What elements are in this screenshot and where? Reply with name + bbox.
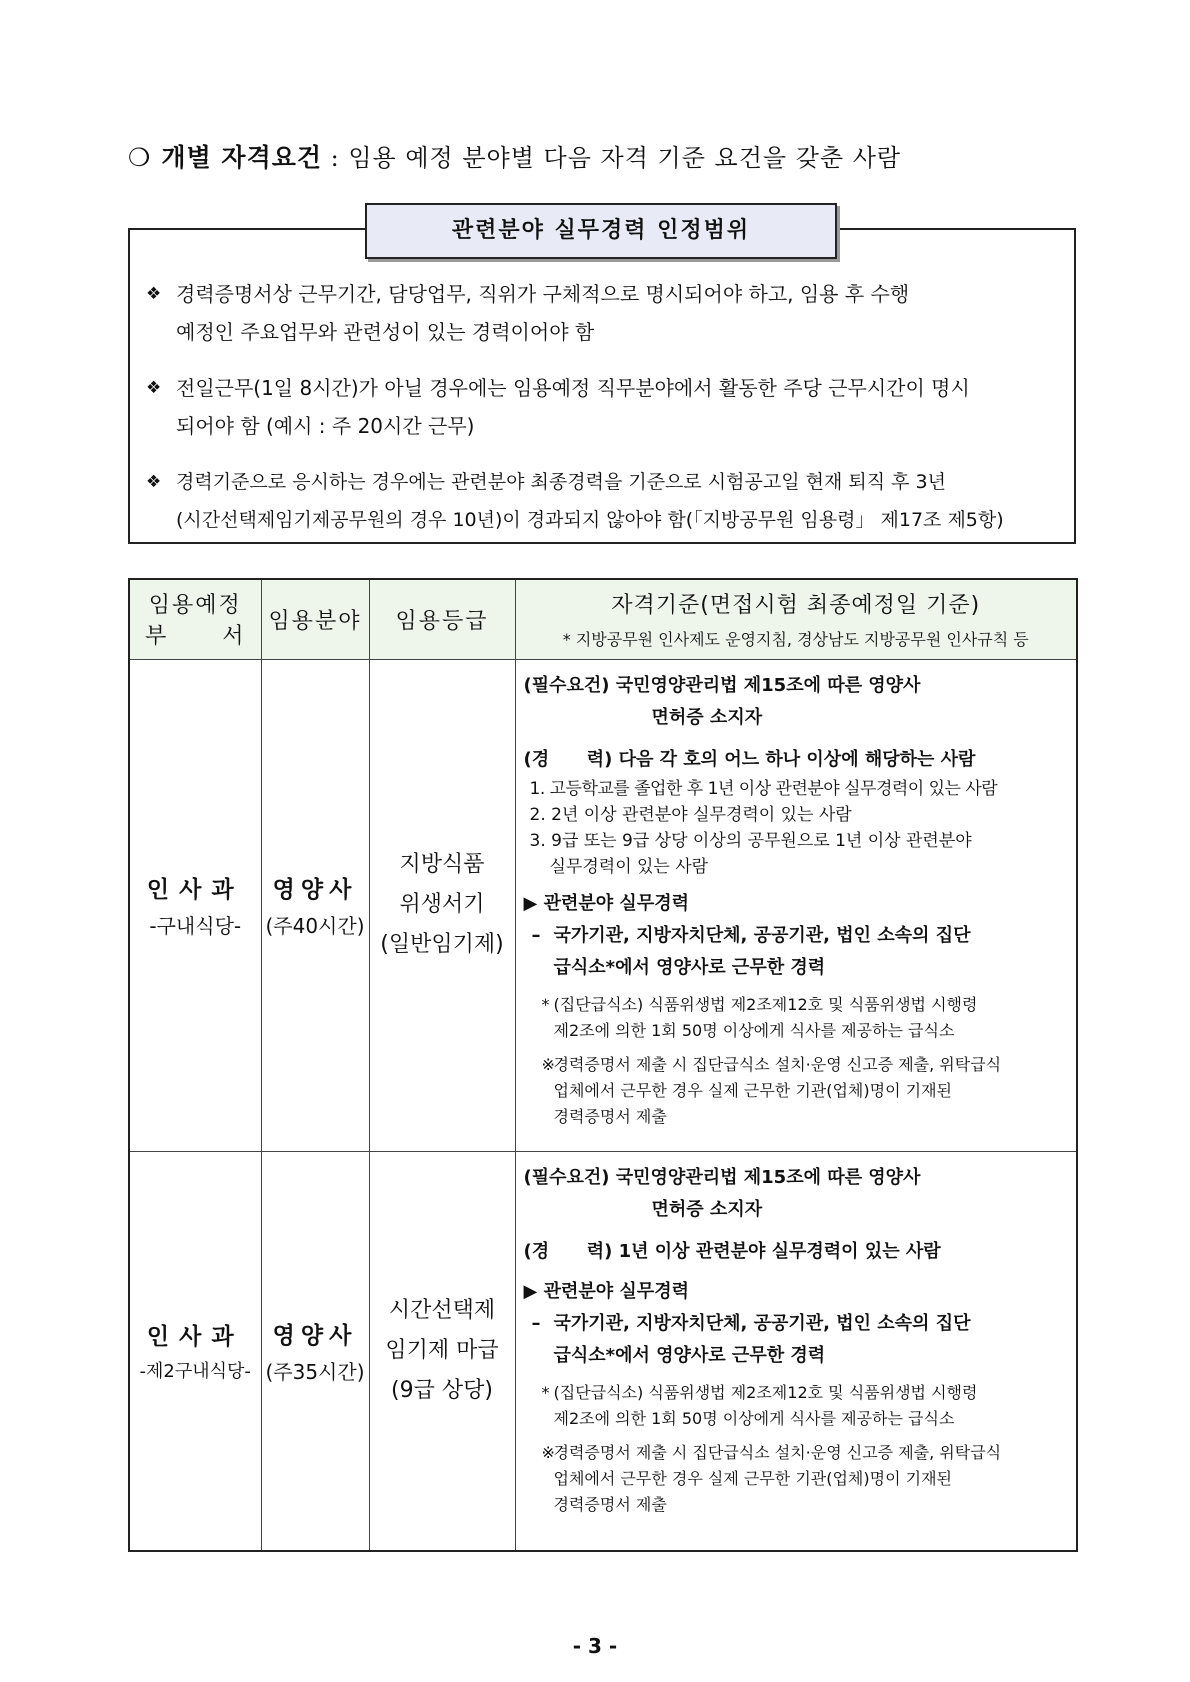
footnote-line: 업체에서 근무한 경우 실제 근무한 기관(업체)명이 기재된 [553,1080,952,1100]
experience-scope-title: 관련분야 실무경력 인정범위 [365,203,837,259]
page-number: - 3 - [572,1634,618,1658]
related-experience-desc: – 국가기관, 지방자치단체, 공공기관, 법인 소속의 집단 급식소*에서 영양사로 근무한 경력 [524,920,1071,984]
field-sub: (주40시간) [265,914,365,938]
scope-item-line: 전일근무(1일 8시간)가 아닐 경우에는 임용예정 직무분야에서 활동한 주당 근무시간이 명시 [176,376,970,400]
criteria-cell [515,659,1077,1151]
dept-name: 인사과 [146,877,244,903]
experience-items [530,776,1071,880]
grade-line: (9급 상당) [391,1377,493,1403]
diamond-bullet-icon: ❖ [146,284,162,304]
experience-item: 2. 2년 이상 관련분야 실무경력이 있는 사람 [529,804,852,825]
diamond-bullet-icon: ❖ [146,472,162,492]
dept-sub: -제2구내식당- [139,1361,251,1383]
grade-line: 시간선택제 [388,1297,496,1323]
reference-mark: ※ [541,1054,555,1074]
footnote-line: (집단급식소) 식품위생법 제2조제12호 및 식품위생법 시행령 [553,1382,978,1402]
qualification-table [128,578,1078,1552]
footnote-line: (집단급식소) 식품위생법 제2조제12호 및 식품위생법 시행령 [553,994,978,1014]
field-cell [261,1151,369,1551]
grade-cell [369,659,515,1151]
scope-item-line: 경력증명서상 근무기간, 담당업무, 직위가 구체적으로 명시되어야 하고, 임용 후 수행 [176,282,910,306]
required-line2: 면허증 소지자 [651,706,763,728]
required-condition [524,1162,1071,1226]
footnote-line: 제2조에 의한 1회 50명 이상에게 식사를 제공하는 급식소 [553,1020,955,1040]
scope-item [146,369,1061,445]
dept-cell [129,1151,261,1551]
experience-condition: (경 력) 다음 각 호의 어느 하나 이상에 해당하는 사람 [523,748,976,770]
table-header-row [129,579,1077,659]
scope-item-line: 예정인 주요업무와 관련성이 있는 경력이어야 함 [176,320,595,344]
grade-cell [369,1151,515,1551]
required-line2: 면허증 소지자 [651,1198,763,1220]
asterisk-mark: * [541,1382,550,1402]
field-name: 영양사 [272,1322,358,1349]
required-condition [524,670,1071,734]
experience-condition: (경 력) 1년 이상 관련분야 실무경력이 있는 사람 [523,1240,941,1262]
header-criteria-title: 자격기준(면접시험 최종예정일 기준) [611,593,981,619]
grade-line: 지방식품 [399,852,485,877]
header-field: 임용분야 [261,579,369,659]
required-line1: (필수요건) 국민영양관리법 제15조에 따른 영양사 [523,674,921,696]
heading-description: : 임용 예정 분야별 다음 자격 기준 요건을 갖춘 사람 [322,144,902,172]
footnote-line: 경력증명서 제출 [553,1106,667,1126]
dept-name: 인사과 [146,1324,244,1351]
table-row [129,659,1077,1151]
header-dept [129,579,261,659]
experience-scope-list [146,275,1061,557]
scope-item-line: (시간선택제임기제공무원의 경우 10년)이 경과되지 않아야 함(「지방공무원 임용령」 제17조 제5항) [176,509,1004,531]
footnote-line: 경력증명서 제출 시 집단급식소 설치·운영 신고증 제출, 위탁급식 [553,1054,1002,1074]
reference-mark: ※ [541,1442,555,1462]
footnote-line: 제2조에 의한 1회 50명 이상에게 식사를 제공하는 급식소 [553,1408,955,1428]
field-cell [261,659,369,1151]
header-grade: 임용등급 [369,579,515,659]
related-experience-desc: – 국가기관, 지방자치단체, 공공기관, 법인 소속의 집단 급식소*에서 영양사로 근무한 경력 [524,1308,1071,1372]
required-line1: (필수요건) 국민영양관리법 제15조에 따른 영양사 [523,1166,921,1188]
footnote-submission [524,1052,1071,1130]
heading-title: 개별 자격요건 [161,143,323,172]
grade-line: 위생서기 [399,892,485,917]
footnote-definition [524,1380,1071,1432]
related-experience-heading: ▶ 관련분야 실무경력 [523,1280,689,1302]
related-experience-heading: ▶ 관련분야 실무경력 [523,892,689,914]
section-heading [128,138,1078,174]
header-criteria [515,579,1077,659]
header-criteria-note: * 지방공무원 인사제도 운영지침, 경상남도 지방공무원 인사규칙 등 [562,630,1029,650]
related-experience-line1: 국가기관, 지방자치단체, 공공기관, 법인 소속의 집단 [553,924,971,946]
scope-item [146,275,1061,351]
footnote-definition [524,992,1071,1044]
header-dept-line1: 임용예정 [148,593,242,619]
field-name: 영양사 [272,877,358,903]
header-dept-line2: 부 서 [145,624,246,650]
dept-cell [129,659,261,1151]
circle-bullet-icon: ❍ [128,143,152,172]
grade-line: (일반임기제) [380,932,504,957]
scope-item-line: 경력기준으로 응시하는 경우에는 관련분야 최종경력을 기준으로 시험공고일 현재 퇴직 후 3년 [176,471,946,493]
related-experience-line1: 국가기관, 지방자치단체, 공공기관, 법인 소속의 집단 [553,1312,971,1334]
asterisk-mark: * [541,994,550,1014]
criteria-cell [515,1151,1077,1551]
related-experience-line2: 급식소*에서 영양사로 근무한 경력 [553,956,826,978]
footnote-line: 경력증명서 제출 시 집단급식소 설치·운영 신고증 제출, 위탁급식 [553,1442,1002,1462]
experience-item-cont: 실무경력이 있는 사람 [549,856,709,877]
field-sub: (주35시간) [265,1359,365,1384]
scope-item-line: 되어야 함 (예시 : 주 20시간 근무) [176,414,475,438]
footnote-line: 업체에서 근무한 경우 실제 근무한 기관(업체)명이 기재된 [553,1468,952,1488]
experience-item: 1. 고등학교를 졸업한 후 1년 이상 관련분야 실무경력이 있는 사람 [529,778,998,799]
footnote-submission [524,1440,1071,1518]
experience-item: 3. 9급 또는 9급 상당 이상의 공무원으로 1년 이상 관련분야 [529,830,972,851]
diamond-bullet-icon: ❖ [146,378,162,398]
related-experience-line2: 급식소*에서 영양사로 근무한 경력 [553,1344,826,1366]
table-row [129,1151,1077,1551]
dept-sub: -구내식당- [149,914,242,938]
grade-line: 임기제 마급 [385,1337,499,1363]
scope-item [146,463,1061,539]
footnote-line: 경력증명서 제출 [553,1494,667,1514]
